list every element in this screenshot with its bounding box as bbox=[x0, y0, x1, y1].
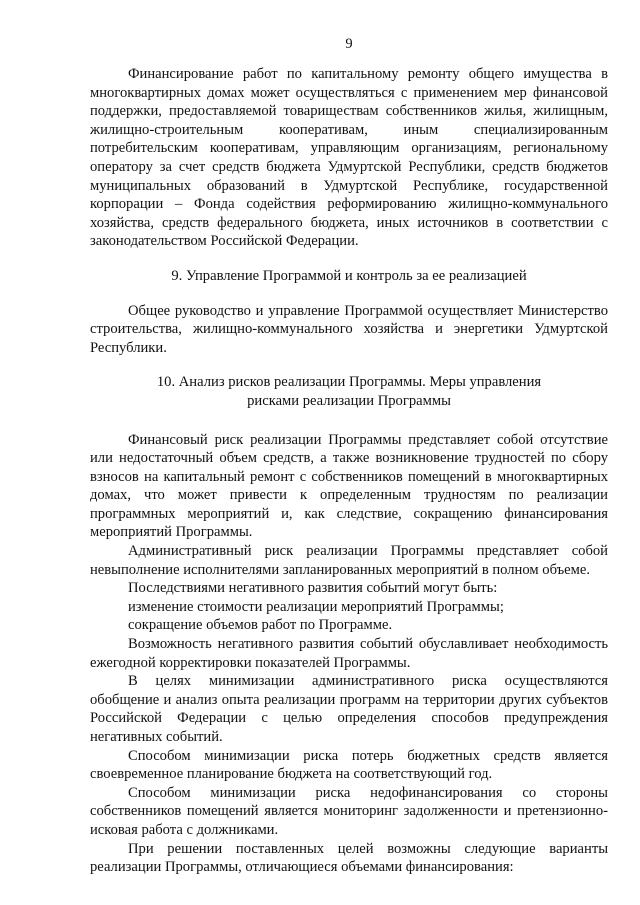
paragraph-admin-risk: Административный риск реализации Программы представляет собой невыполнение исполнителями запланированных мероприятий в полном объеме. bbox=[90, 543, 608, 578]
paragraph-management: Общее руководство и управление Программой осуществляет Министерство строительства, жилищно-коммунального хозяйства и энергетики Удмуртской Республики. bbox=[90, 302, 608, 356]
section-10-heading-line1: 10. Анализ рисков реализации Программы. Меры управления bbox=[156, 374, 542, 391]
paragraph-underfunding: Способом минимизации риска недофинансирования со стороны собственников помещений является мониторинг задолженности и претензионно-исковая работа с должниками. bbox=[90, 784, 608, 838]
paragraph-financing: Финансирование работ по капитальному ремонту общего имущества в многоквартирных домах может осуществляться с применением мер финансовой поддержки, предоставляемой товариществам собственников жилья, жилищным, жилищно-строительным кооперативам, иным специализированным потребительским кооперативам, управляющим организациям, региональному оператору за счет средств бюджета Удмуртской Республики, средств бюджетов муниципальных образований в Удмуртской Республике, государственной корпорации – Фонда содействия реформированию жилищно-коммунального хозяйства, средств федерального бюджета, иных источников в соответствии с законодательством Российской Федерации. bbox=[90, 66, 608, 250]
paragraph-cost-change: изменение стоимости реализации мероприятий Программы; bbox=[128, 598, 504, 615]
paragraph-minimization: В целях минимизации административного риска осуществляются обобщение и анализ опыта реализации программ на территории других субъектов Российской Федерации с целью определения способов предупреждения негативных событий. bbox=[90, 673, 608, 745]
paragraph-consequences: Последствиями негативного развития событий могут быть: bbox=[128, 580, 498, 597]
paragraph-volume-cut: сокращение объемов работ по Программе. bbox=[128, 617, 393, 634]
paragraph-financial-risk: Финансовый риск реализации Программы представляет собой отсутствие или недостаточный объем средств, а также возникновение трудностей по сбору взносов на капитальный ремонт с собственников помещений в многоквартирных домах, что может привести к определенным трудностям по реализации программных мероприятий и, как следствие, сокращению финансирования мероприятий Программы. bbox=[90, 431, 608, 541]
paragraph-possibility: Возможность негативного развития событий обуславливает необходимость ежегодной корректировки показателей Программы. bbox=[90, 636, 608, 671]
paragraph-budget-loss: Способом минимизации риска потерь бюджетных средств является своевременное планирование бюджета на соответствующий год. bbox=[90, 747, 608, 783]
paragraph-variants: При решении поставленных целей возможны следующие варианты реализации Программы, отличающиеся объемами финансирования: bbox=[90, 840, 608, 876]
section-9-heading: 9. Управление Программой и контроль за ее реализацией bbox=[171, 267, 527, 284]
page-number: 9 bbox=[345, 36, 353, 52]
section-10-heading-line2: рисками реализации Программы bbox=[247, 392, 451, 409]
